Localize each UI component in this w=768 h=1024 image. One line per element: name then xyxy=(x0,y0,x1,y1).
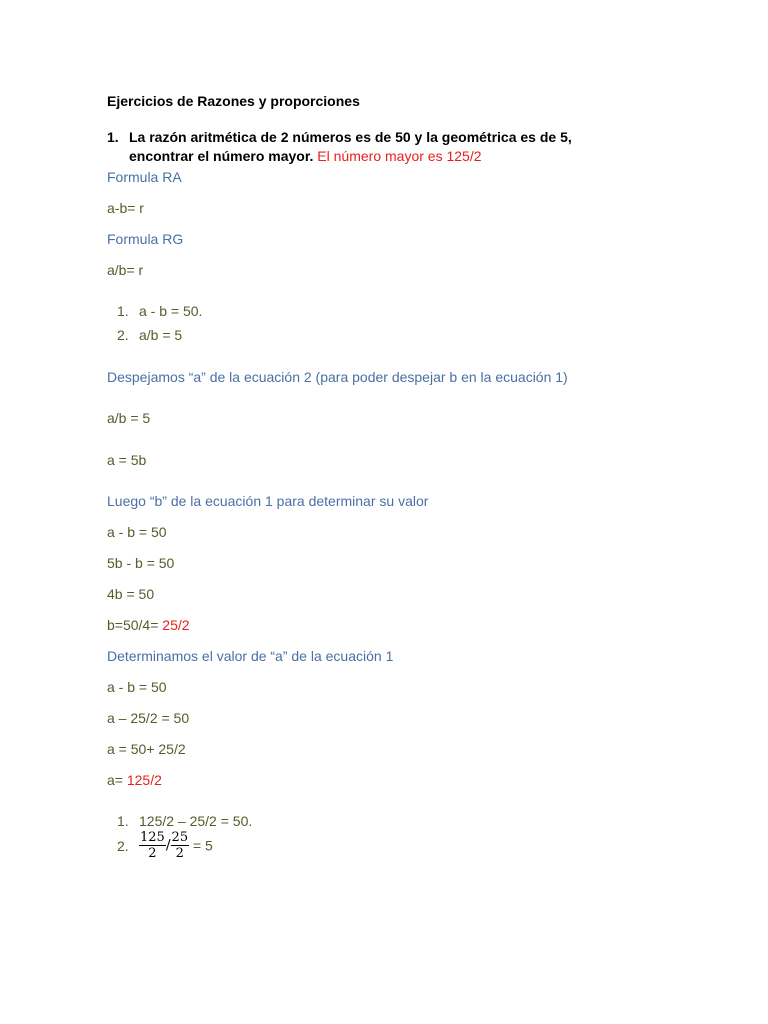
step3-result xyxy=(107,771,162,789)
fraction-slash: / xyxy=(165,837,171,854)
step3-line: a - b = 50 xyxy=(107,679,167,695)
formula-ra: a-b= r xyxy=(107,200,144,216)
step2-result xyxy=(107,616,190,634)
fraction-25-2 xyxy=(171,830,190,861)
list-text: a - b = 50. xyxy=(139,303,203,319)
fraction-125-2 xyxy=(139,830,166,861)
step1-line: a/b = 5 xyxy=(107,410,151,426)
list-number: 1. xyxy=(117,303,129,319)
page-title: Ejercicios de Razones y proporciones xyxy=(107,93,360,109)
fraction-numerator: 25 xyxy=(171,830,189,845)
formula-ra-label: Formula RA xyxy=(107,169,182,185)
step1-heading: Despejamos “a” de la ecuación 2 (para poder despejar b en la ecuación 1) xyxy=(107,369,568,385)
check-item-1 xyxy=(117,812,252,830)
step3-result-prefix: a= xyxy=(107,772,123,788)
step3-heading: Determinamos el valor de “a” de la ecuación 1 xyxy=(107,648,394,664)
question-line-2: encontrar el número mayor. xyxy=(129,148,314,164)
step3-line: a = 50+ 25/2 xyxy=(107,741,186,757)
list-number: 2. xyxy=(117,327,129,343)
list-text: a/b = 5 xyxy=(139,327,183,343)
step3-line: a – 25/2 = 50 xyxy=(107,710,190,726)
question-answer: El número mayor es 125/2 xyxy=(317,148,482,164)
step2-line: 5b - b = 50 xyxy=(107,555,175,571)
question-line-1: La razón aritmética de 2 números es de 50 y la geométrica es de 5, xyxy=(129,129,572,145)
question-number: 1. xyxy=(107,129,119,145)
system-item-2 xyxy=(117,326,182,344)
question-line-2-wrap xyxy=(129,147,482,165)
fraction-numerator: 125 xyxy=(140,830,165,845)
step2-line: 4b = 50 xyxy=(107,586,155,602)
check-item-2-tail: = 5 xyxy=(192,837,213,854)
formula-rg-label: Formula RG xyxy=(107,231,184,247)
list-number: 2. xyxy=(117,837,129,854)
step2-line: a - b = 50 xyxy=(107,524,167,540)
fraction-denominator: 2 xyxy=(175,846,184,861)
step2-result-value: 25/2 xyxy=(162,617,190,633)
list-text: 125/2 – 25/2 = 50. xyxy=(139,813,253,829)
fraction-denominator: 2 xyxy=(148,846,157,861)
check-item-2 xyxy=(117,830,213,861)
step2-result-prefix: b=50/4= xyxy=(107,617,159,633)
system-item-1 xyxy=(117,302,202,320)
formula-rg: a/b= r xyxy=(107,262,144,278)
list-number: 1. xyxy=(117,813,129,829)
step2-heading: Luego “b” de la ecuación 1 para determinar su valor xyxy=(107,493,429,509)
step3-result-value: 125/2 xyxy=(126,772,162,788)
step1-line: a = 5b xyxy=(107,452,147,468)
